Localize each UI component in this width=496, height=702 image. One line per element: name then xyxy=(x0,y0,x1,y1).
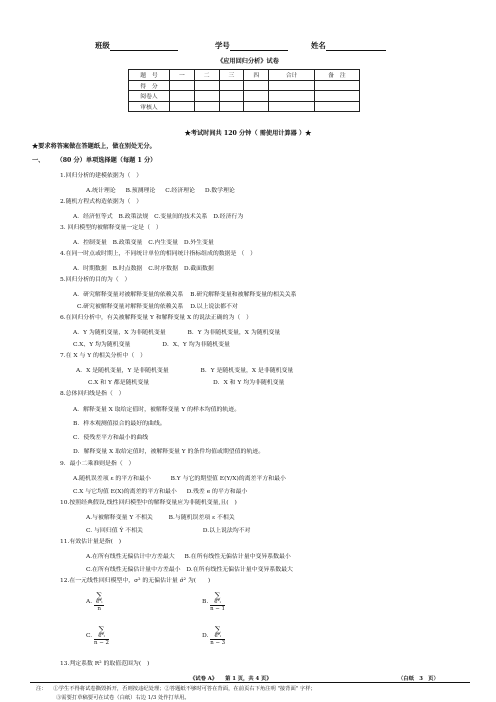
footer-page-info: 《试卷 A》 第 1 页，共 4 页》 xyxy=(190,676,272,682)
section-title: （80 分）单项选择题（每题 1 分） xyxy=(56,157,157,164)
option-c[interactable]: C.X 与它均值 E(X)的离差的平方和最小 xyxy=(73,489,177,495)
option-c[interactable]: C.在所有线性无偏估计量中方差最小 xyxy=(86,567,181,573)
option-a[interactable]: A．Y 为随机变量，X 为非随机变量 xyxy=(73,330,166,336)
formula-fraction xyxy=(210,626,225,646)
note-text-1: ①学生不得将试卷撕毁拆开，否则按违纪处理；②答题纸不够时可答在背面，在前页右下角注明 "接背面" 字样； xyxy=(53,686,316,692)
table-header-cell: 备 注 xyxy=(315,70,360,81)
note-label: 注： xyxy=(36,686,47,692)
section-heading xyxy=(32,155,156,164)
option-b[interactable]: B.Y 与它的期望值 E(Y/X)的离差平方和最小 xyxy=(170,476,286,482)
option-letter: B. xyxy=(202,599,209,605)
q8-option-b[interactable]: B．样本观测值拟合的最好的曲线。 xyxy=(73,421,166,427)
q4-options xyxy=(73,263,214,272)
table-row xyxy=(129,91,360,102)
option-b[interactable]: B.时点数据 xyxy=(112,266,143,272)
option-b[interactable]: B．Y 是随机变量，X 是非随机变量 xyxy=(200,368,294,374)
option-a[interactable]: A.在所有线性无偏估计中方差最大 xyxy=(86,554,175,560)
question-6: 6.在回归分析中，有关被解释变量 Y 和解释变量 X 的说法正确的为（ ） xyxy=(60,315,253,321)
score-cell[interactable] xyxy=(244,80,269,91)
formula-denominator: n − 2 xyxy=(94,640,109,646)
score-cell[interactable] xyxy=(269,91,315,102)
formula-fraction xyxy=(94,626,109,646)
id-blank[interactable] xyxy=(230,41,288,51)
score-cell[interactable] xyxy=(269,101,315,112)
row-label: 得 分 xyxy=(129,80,170,91)
score-table xyxy=(128,69,360,112)
option-letter: A. xyxy=(86,599,93,605)
name-field xyxy=(311,40,386,51)
exam-title: 《应用回归分析》试卷 xyxy=(217,58,279,65)
option-b[interactable]: B.与随机误差项 ε 不相关 xyxy=(168,515,235,521)
table-header-cell: 二 xyxy=(194,70,219,81)
q12-option-d[interactable] xyxy=(202,626,225,646)
option-a[interactable]: A．经济恒等式 xyxy=(73,214,113,220)
q11-options-row2 xyxy=(86,564,293,573)
table-header-cell: 合计 xyxy=(269,70,315,81)
option-d[interactable]: D.在所有线性无偏估计量中变异系数最大 xyxy=(186,567,293,573)
q10-options-row1 xyxy=(86,512,235,521)
option-c[interactable]: C.X、Y 均为随机变量 xyxy=(73,342,131,348)
score-cell[interactable] xyxy=(269,80,315,91)
q12-option-c[interactable] xyxy=(86,626,109,646)
table-row xyxy=(129,101,360,112)
option-d[interactable]: D.数学理论 xyxy=(204,188,235,194)
score-cell[interactable] xyxy=(244,101,269,112)
option-d[interactable]: D.残差 e 的平方和最小 xyxy=(186,489,248,495)
score-cell[interactable] xyxy=(244,91,269,102)
question-12: 12.在一元线性回归模型中，σ² 的无偏估计量 σ̂² 为( ) xyxy=(60,578,211,584)
name-label: 姓名 xyxy=(311,41,326,50)
id-label: 学号 xyxy=(215,41,230,50)
option-d[interactable]: D．X 和 Y 均为非随机变量 xyxy=(212,380,285,386)
option-a[interactable]: A．时期数据 xyxy=(73,266,107,272)
answer-note: ★要求将答案做在答题纸上，做在别处无分。 xyxy=(32,143,156,150)
question-8: 8.总体回归线是指（ ） xyxy=(60,391,125,397)
option-c[interactable]: C.时序数据 xyxy=(148,266,178,272)
option-a[interactable]: A．控制变量 xyxy=(73,240,107,246)
q9-options-row2 xyxy=(73,486,247,495)
q1-options xyxy=(86,185,235,194)
table-header-cell: 三 xyxy=(219,70,244,81)
option-d[interactable]: D.以上说法都不对 xyxy=(190,304,238,310)
score-cell[interactable] xyxy=(170,91,195,102)
option-letter: C. xyxy=(86,633,93,639)
question-4: 4.在同一时点或时期上，不同统计单位的相同统计指标组成的数据是 （ ） xyxy=(60,251,256,257)
score-cell[interactable] xyxy=(219,91,244,102)
formula-denominator: n − 1 xyxy=(210,606,225,612)
option-b[interactable]: B.在所有线性无偏估计量中变异系数最小 xyxy=(184,554,291,560)
exam-time-note: ★考试时间共 120 分钟（ 需使用计算器 ）★ xyxy=(184,130,312,137)
formula-term: e²ᵢ xyxy=(214,633,221,639)
question-9: 9．最小二乘准则是指（ ） xyxy=(60,461,135,467)
score-cell[interactable] xyxy=(315,91,360,102)
table-header-cell: 一 xyxy=(170,70,195,81)
question-2: 2.随机方程式构造依据为（ ） xyxy=(60,199,143,205)
option-d[interactable]: D.外生变量 xyxy=(183,240,214,246)
score-cell[interactable] xyxy=(194,91,219,102)
q7-options-row1 xyxy=(76,365,293,374)
option-a[interactable]: A.与被解释变量 Y 不相关 xyxy=(86,515,153,521)
sum-symbol: ∑ xyxy=(96,591,103,600)
q3-options xyxy=(73,237,214,246)
id-field xyxy=(215,40,288,51)
option-a[interactable]: A.随机误差项 ε 的平方和最小 xyxy=(73,476,151,482)
score-cell[interactable] xyxy=(194,101,219,112)
option-d[interactable]: D．X、Y 均为非随机变量 xyxy=(162,342,230,348)
q5-options-row2 xyxy=(77,301,238,310)
option-d[interactable]: D.经济行为 xyxy=(213,214,244,220)
footer-blank-pages: （白纸 3 页） xyxy=(398,676,439,682)
option-c[interactable]: C.经济理论 xyxy=(165,188,195,194)
option-d[interactable]: D.截面数据 xyxy=(183,266,214,272)
formula-fraction xyxy=(94,592,104,612)
formula-fraction xyxy=(210,592,225,612)
score-cell[interactable] xyxy=(170,80,195,91)
section-number: 一、 xyxy=(32,157,45,164)
q8-option-c[interactable]: C．使残差平方和最小的曲线 xyxy=(73,435,149,441)
footer-divider xyxy=(30,682,470,683)
score-cell[interactable] xyxy=(170,101,195,112)
q8-option-a[interactable]: A．解释变量 X 取给定值时，被解释变量 Y 的样本均值的轨迹。 xyxy=(73,407,241,413)
option-b[interactable]: B.预测理论 xyxy=(125,188,156,194)
question-5: 5.回归分析的目的为（ ） xyxy=(60,277,131,283)
q12-option-a[interactable] xyxy=(86,592,104,612)
q2-options xyxy=(73,211,243,220)
option-b[interactable]: B.政策变量 xyxy=(112,240,143,246)
q10-options-row2 xyxy=(86,525,250,534)
option-a[interactable]: A．X 是随机变量，Y 是非随机变量 xyxy=(76,368,169,374)
score-table-header xyxy=(129,70,360,81)
q9-options-row1 xyxy=(73,473,286,482)
formula-denominator: n xyxy=(97,606,101,612)
option-c[interactable]: C.X 和 Y 都是随机变量 xyxy=(88,380,150,386)
option-d[interactable]: D.以上说法均不对 xyxy=(202,528,251,534)
formula-term: e²ᵢ xyxy=(214,599,221,605)
score-cell[interactable] xyxy=(315,101,360,112)
table-header-cell: 题 号 xyxy=(129,70,170,81)
option-a[interactable]: A．研究解释变量对被解释变量的依赖关系 xyxy=(73,292,184,298)
option-b[interactable]: B．Y 为非随机变量，X 为随机变量 xyxy=(187,330,281,336)
option-letter: D. xyxy=(202,633,209,639)
class-blank[interactable] xyxy=(110,41,178,51)
q11-options-row1 xyxy=(86,551,291,560)
q8-option-d[interactable]: D．解释变量 X 取给定值时，被解释变量 Y 的条件均值或期望值的轨迹。 xyxy=(73,449,265,455)
row-label: 阅卷人 xyxy=(129,91,170,102)
question-13: 13.判定系数 R² 的取值范围为( ) xyxy=(60,661,150,667)
formula-term: e²ᵢ xyxy=(96,599,103,605)
q6-options-row1 xyxy=(73,327,280,336)
sum-symbol: ∑ xyxy=(98,625,105,634)
question-1: 1.回归分析的建模依据为（ ） xyxy=(60,173,143,179)
sum-symbol: ∑ xyxy=(214,625,221,634)
sum-symbol: ∑ xyxy=(214,591,221,600)
question-3: 3. 回归模型的被解释变量一定是（ ） xyxy=(60,225,162,231)
score-cell[interactable] xyxy=(219,101,244,112)
option-a[interactable]: A.统计理论 xyxy=(86,188,116,194)
option-c[interactable]: C.变量间的技术关系 xyxy=(154,214,208,220)
q12-option-b[interactable] xyxy=(202,592,225,612)
table-row xyxy=(129,80,360,91)
class-field xyxy=(95,40,178,51)
question-7: 7.在 X 与 Y 的相关分析中（ ） xyxy=(60,353,146,359)
score-cell[interactable] xyxy=(194,80,219,91)
name-blank[interactable] xyxy=(326,41,386,51)
table-header-cell: 四 xyxy=(244,70,269,81)
option-c[interactable]: C.研究被解释变量对解释变量的依赖关系 xyxy=(77,304,184,310)
option-b[interactable]: B.政策法规 xyxy=(118,214,149,220)
footer-note-2: ③需要打草稿要可在试卷（白纸）右边 1/3 处作打草用。 xyxy=(56,695,190,701)
option-b[interactable]: B.研究解释变量和被解释变量的相关关系 xyxy=(190,292,297,298)
score-cell[interactable] xyxy=(219,80,244,91)
q5-options-row1 xyxy=(73,289,297,298)
question-11: 11.有效估计量是指( ) xyxy=(60,539,122,545)
q6-options-row2 xyxy=(73,339,230,348)
row-label: 审核人 xyxy=(129,101,170,112)
formula-denominator: n − 3 xyxy=(210,640,226,646)
formula-term: e²ᵢ xyxy=(98,633,105,639)
class-label: 班级 xyxy=(95,41,110,50)
option-c[interactable]: C.内生变量 xyxy=(148,240,178,246)
question-10: 10.按照经典假设,线性回归模型中的解释变量应为非随机变量,且( ) xyxy=(60,500,237,506)
footer-note-1 xyxy=(36,684,316,692)
q7-options-row2 xyxy=(88,377,284,386)
option-c[interactable]: C. 与回归值 Ŷ 不相关 xyxy=(86,528,143,534)
score-cell[interactable] xyxy=(315,80,360,91)
